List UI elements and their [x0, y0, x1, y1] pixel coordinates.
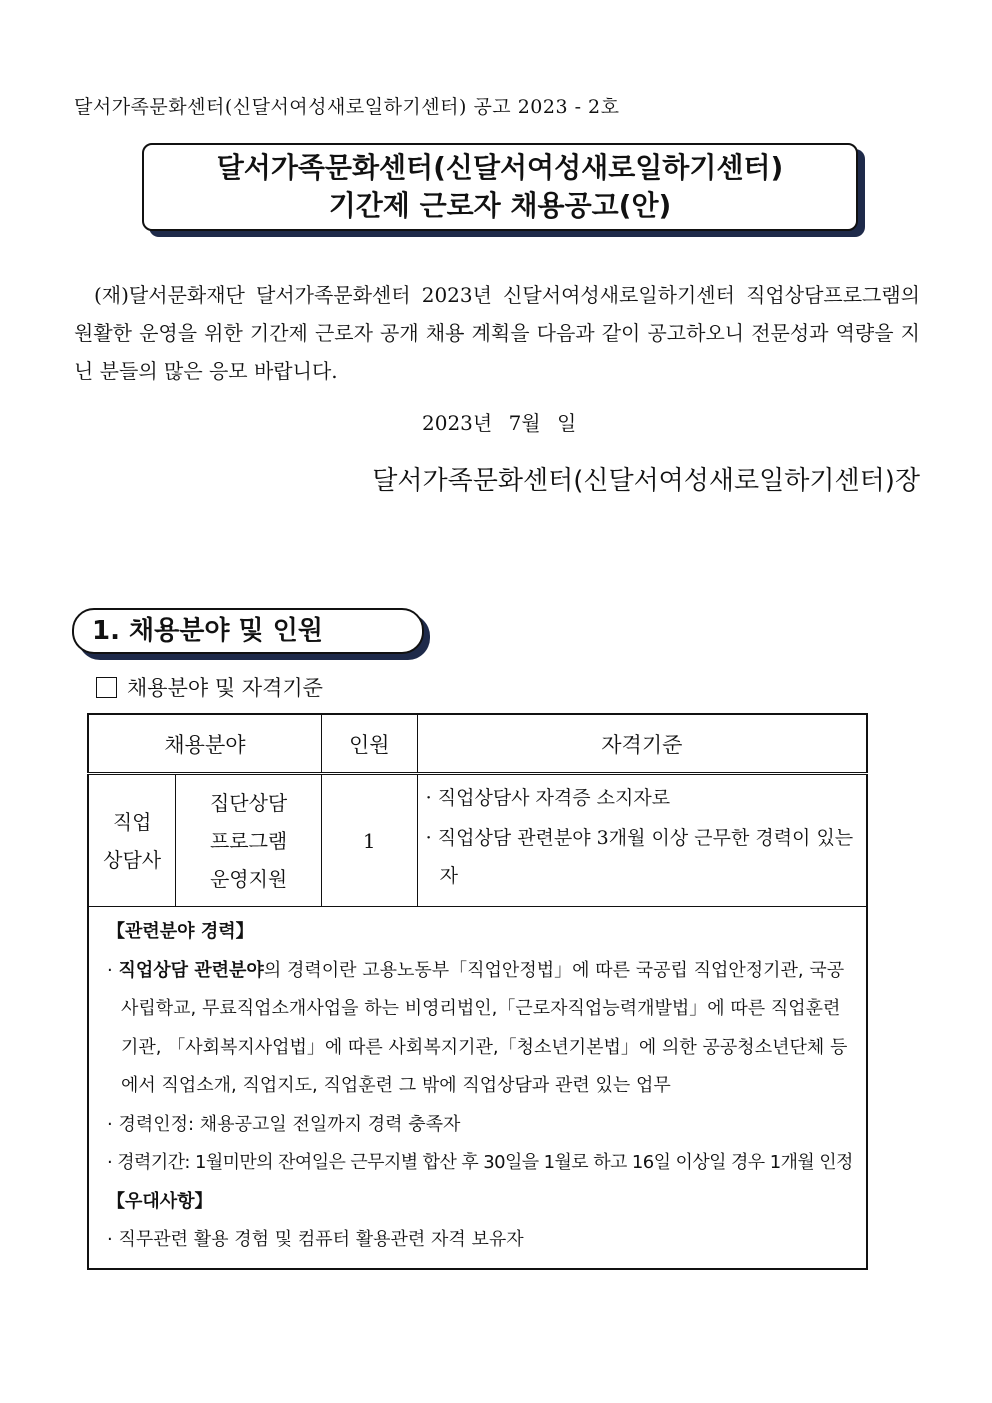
table-row — [88, 774, 867, 907]
intro-paragraph: (재)달서문화재단 달서가족문화센터 2023년 신달서여성새로일하기센터 직업상담프로그램의 원활한 운영을 위한 기간제 근로자 공개 채용 계획을 다음과 같이 공고하오니 전문성과 역량을 지닌 분들의 많은 응모 바랍니다. — [74, 283, 920, 383]
field-main: 직업 상담사 — [88, 774, 176, 907]
count-cell: 1 — [321, 774, 417, 907]
notes-cell — [88, 907, 867, 1269]
header-field: 채용분야 — [88, 714, 321, 774]
career-period: · 경력기간: 1월미만의 잔여일은 근무지별 합산 후 30일을 1월로 하고 16일 이상일 경우 1개월 인정 — [107, 1152, 853, 1173]
preference-item: · 직무관련 활용 경험 및 컴퓨터 활용관련 자격 보유자 — [107, 1229, 524, 1250]
subheading-text: 채용분야 및 자격기준 — [127, 676, 323, 700]
career-definition: · 직업상담 관련분야의 경력이란 고용노동부「직업안정법」에 따른 국공립 직업안정기관, 국공사립학교, 무료직업소개사업을 하는 비영리법인,「근로자직업능력개발법」에 따른 직업훈련기관, 「사회복지사업법」에 따른 사회복지기관,「청소년기본법」에 의한 공공청소년단체 등에서 직업소개, 직업지도, 직업훈련 그 밖에 직업상담과 관련 있는 업무 — [107, 959, 848, 1096]
preference-heading: 【우대사항】 — [107, 1190, 213, 1212]
announcement-date: 2023년 7월 일 — [422, 411, 577, 435]
header-count: 인원 — [321, 714, 417, 774]
criteria-item-2: · 직업상담 관련분야 3개월 이상 근무한 경력이 있는 자 — [425, 827, 854, 887]
checkbox-icon — [96, 677, 117, 698]
notes-row — [88, 907, 867, 1269]
title-line2: 기간제 근로자 채용공고(안) — [328, 189, 672, 222]
notice-number: 달서가족문화센터(신달서여성새로일하기센터) 공고 2023 - 2호 — [74, 96, 620, 118]
title-box — [142, 143, 858, 231]
section1-heading: 1. 채용분야 및 인원 — [72, 608, 424, 654]
section1-subheading — [96, 672, 323, 702]
title-line1: 달서가족문화센터(신달서여성새로일하기센터) — [216, 151, 784, 184]
header-criteria: 자격기준 — [417, 714, 867, 774]
career-bold-term: 직업상담 관련분야 — [118, 959, 264, 981]
recruitment-table — [87, 713, 868, 1270]
career-heading: 【관련분야 경력】 — [107, 921, 254, 942]
signer: 달서가족문화센터(신달서여성새로일하기센터)장 — [372, 466, 920, 496]
career-recognition: · 경력인정: 채용공고일 전일까지 경력 충족자 — [107, 1113, 461, 1135]
criteria-item-1: · 직업상담사 자격증 소지자로 — [425, 787, 671, 809]
criteria-cell — [417, 774, 867, 907]
field-sub: 집단상담 프로그램 운영지원 — [176, 774, 322, 907]
table-header-row — [88, 714, 867, 774]
